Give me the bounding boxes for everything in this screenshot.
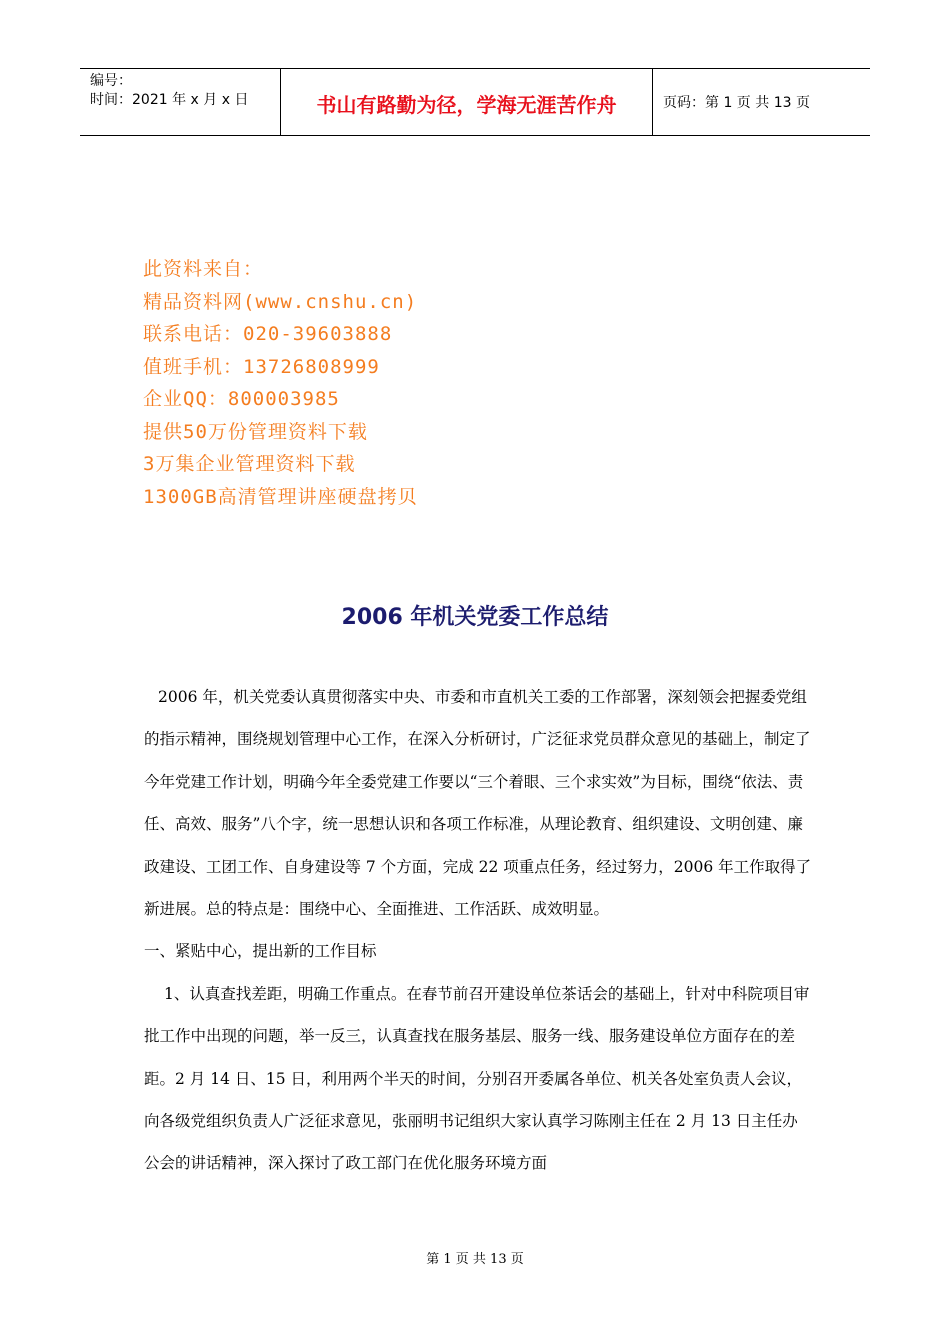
source-line: 1300GB高清管理讲座硬盘拷贝 bbox=[143, 485, 418, 508]
source-line: 3万集企业管理资料下载 bbox=[143, 453, 356, 475]
header-meta bbox=[80, 69, 281, 135]
section-heading: 一、紧贴中心，提出新的工作目标 bbox=[144, 942, 377, 961]
source-line: 精品资料网(www.cnshu.cn) bbox=[143, 290, 418, 313]
paragraph: 1、认真查找差距，明确工作重点。在春节前召开建设单位茶话会的基础上，针对中科院项目审批工作中出现的问题，举一反三，认真查找在服务基层、服务一线、服务建设单位方面存在的差距。2 月 14 日、15 日，利用两个半天的时间，分别召开委属各单位、机关各处室负责人会议，向各级党组织负责人广泛征求意见，张丽明书记组织大家认真学习陈刚主任在 2 月 13 日主任办公会的讲话精神，深入探讨了政工部门在优化服务环境方面 bbox=[144, 984, 810, 1173]
source-line: 企业QQ：800003985 bbox=[143, 388, 340, 410]
header-table bbox=[80, 68, 870, 136]
source-info-block bbox=[143, 253, 418, 513]
source-line: 提供50万份管理资料下载 bbox=[143, 420, 368, 443]
document-body bbox=[144, 676, 812, 1185]
document-title: 2006 年机关党委工作总结 bbox=[341, 605, 609, 630]
source-line: 值班手机：13726808999 bbox=[143, 355, 380, 378]
source-line: 此资料来自： bbox=[143, 258, 264, 280]
header-motto: 书山有路勤为径，学海无涯苦作舟 bbox=[281, 69, 653, 135]
paragraph: 2006 年，机关党委认真贯彻落实中央、市委和市直机关工委的工作部署，深刻领会把握委党组的指示精神，围绕规划管理中心工作，在深入分析研讨，广泛征求党员群众意见的基础上，制定了今年党建工作计划，明确今年全委党建工作要以“三个着眼、三个求实效”为目标，围绕“依法、责任、高效、服务”八个字，统一思想认识和各项工作标准，从理论教育、组织建设、文明创建、廉政建设、工团工作、自身建设等 7 个方面，完成 22 项重点任务，经过努力，2006 年工作取得了新进展。总的特点是：围绕中心、全面推进、工作活跃、成效明显。 bbox=[144, 688, 812, 919]
number-label: 编号： bbox=[90, 73, 132, 89]
source-line: 联系电话：020-39603888 bbox=[143, 323, 393, 345]
time-label: 时间：2021 年 x 月 x 日 bbox=[90, 92, 249, 108]
header-page-info: 页码：第 1 页 共 13 页 bbox=[663, 95, 810, 111]
page-footer: 第 1 页 共 13 页 bbox=[426, 1252, 524, 1267]
